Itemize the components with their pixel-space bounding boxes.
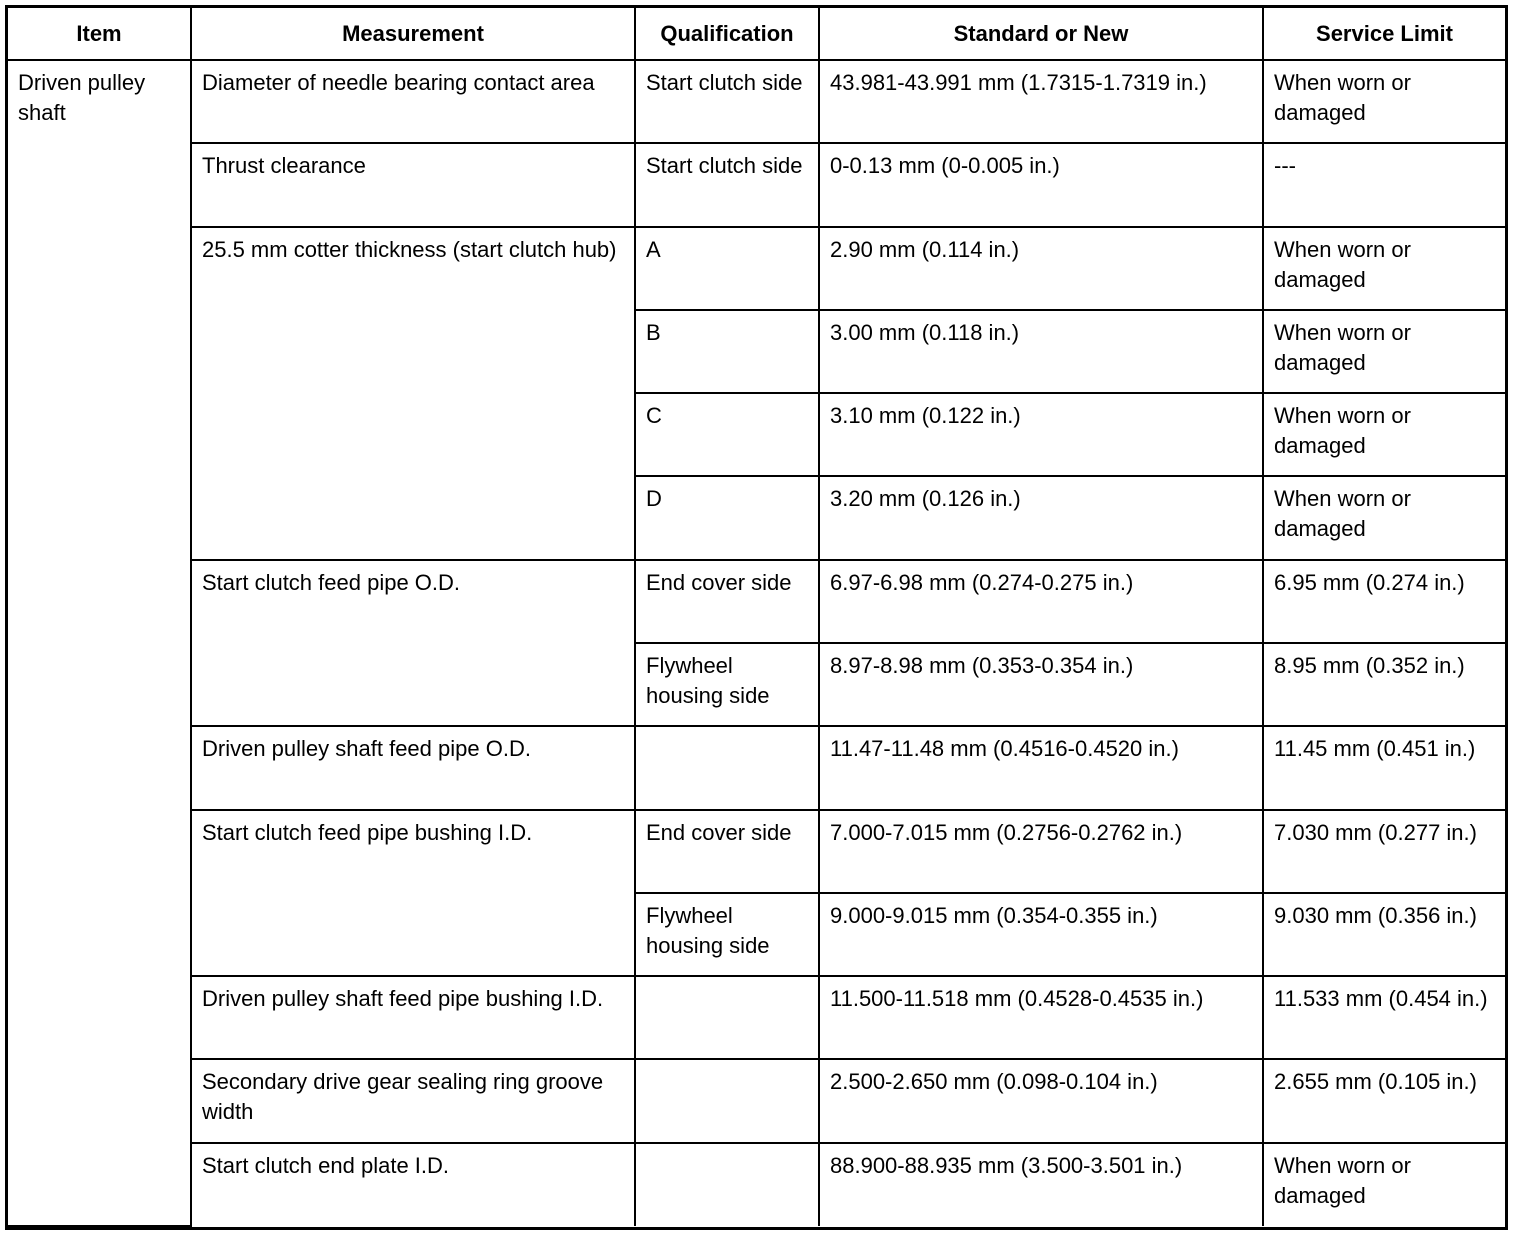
table-row [8, 227, 1505, 310]
standard-cell: 6.97-6.98 mm (0.274-0.275 in.) [819, 560, 1263, 643]
qualification-cell: End cover side [635, 810, 819, 893]
qualification-cell: A [635, 227, 819, 310]
table-row [8, 560, 1505, 643]
item-cell: Driven pulley shaft [8, 60, 191, 1226]
qualification-cell: Flywheel housing side [635, 643, 819, 726]
spec-sheet [5, 5, 1508, 1230]
table-row [8, 60, 1505, 143]
standard-cell: 2.500-2.650 mm (0.098-0.104 in.) [819, 1059, 1263, 1142]
header-standard: Standard or New [819, 8, 1263, 60]
table-row [8, 1143, 1505, 1226]
standard-cell: 88.900-88.935 mm (3.500-3.501 in.) [819, 1143, 1263, 1226]
table-row [8, 143, 1505, 226]
measurement-cell: Secondary drive gear sealing ring groove width [191, 1059, 635, 1142]
measurement-cell: Thrust clearance [191, 143, 635, 226]
header-item: Item [8, 8, 191, 60]
specifications-table [8, 8, 1505, 1227]
header-service-limit: Service Limit [1263, 8, 1505, 60]
measurement-cell: Diameter of needle bearing contact area [191, 60, 635, 143]
service-limit-cell: When worn or damaged [1263, 310, 1505, 393]
standard-cell: 9.000-9.015 mm (0.354-0.355 in.) [819, 893, 1263, 976]
table-row [8, 726, 1505, 809]
standard-cell: 2.90 mm (0.114 in.) [819, 227, 1263, 310]
table-row [8, 976, 1505, 1059]
qualification-cell: Start clutch side [635, 143, 819, 226]
standard-cell: 7.000-7.015 mm (0.2756-0.2762 in.) [819, 810, 1263, 893]
service-limit-cell: 11.45 mm (0.451 in.) [1263, 726, 1505, 809]
header-row [8, 8, 1505, 60]
service-limit-cell: 9.030 mm (0.356 in.) [1263, 893, 1505, 976]
measurement-cell: Driven pulley shaft feed pipe bushing I.D. [191, 976, 635, 1059]
qualification-cell: Start clutch side [635, 60, 819, 143]
service-limit-cell: 7.030 mm (0.277 in.) [1263, 810, 1505, 893]
standard-cell: 3.10 mm (0.122 in.) [819, 393, 1263, 476]
standard-cell: 11.47-11.48 mm (0.4516-0.4520 in.) [819, 726, 1263, 809]
standard-cell: 43.981-43.991 mm (1.7315-1.7319 in.) [819, 60, 1263, 143]
service-limit-cell: When worn or damaged [1263, 227, 1505, 310]
standard-cell: 3.20 mm (0.126 in.) [819, 476, 1263, 559]
measurement-cell: Start clutch feed pipe O.D. [191, 560, 635, 727]
qualification-cell: C [635, 393, 819, 476]
service-limit-cell: 2.655 mm (0.105 in.) [1263, 1059, 1505, 1142]
qualification-cell [635, 976, 819, 1059]
qualification-cell: B [635, 310, 819, 393]
service-limit-cell: When worn or damaged [1263, 393, 1505, 476]
qualification-cell: End cover side [635, 560, 819, 643]
measurement-cell: Start clutch end plate I.D. [191, 1143, 635, 1226]
standard-cell: 0-0.13 mm (0-0.005 in.) [819, 143, 1263, 226]
qualification-cell [635, 726, 819, 809]
service-limit-cell: 6.95 mm (0.274 in.) [1263, 560, 1505, 643]
standard-cell: 3.00 mm (0.118 in.) [819, 310, 1263, 393]
measurement-cell: 25.5 mm cotter thickness (start clutch hub) [191, 227, 635, 560]
qualification-cell [635, 1143, 819, 1226]
header-qualification: Qualification [635, 8, 819, 60]
service-limit-cell: 11.533 mm (0.454 in.) [1263, 976, 1505, 1059]
service-limit-cell: 8.95 mm (0.352 in.) [1263, 643, 1505, 726]
qualification-cell: Flywheel housing side [635, 893, 819, 976]
service-limit-cell: When worn or damaged [1263, 476, 1505, 559]
qualification-cell: D [635, 476, 819, 559]
measurement-cell: Driven pulley shaft feed pipe O.D. [191, 726, 635, 809]
table-row [8, 810, 1505, 893]
measurement-cell: Start clutch feed pipe bushing I.D. [191, 810, 635, 977]
standard-cell: 11.500-11.518 mm (0.4528-0.4535 in.) [819, 976, 1263, 1059]
service-limit-cell: When worn or damaged [1263, 1143, 1505, 1226]
service-limit-cell: When worn or damaged [1263, 60, 1505, 143]
standard-cell: 8.97-8.98 mm (0.353-0.354 in.) [819, 643, 1263, 726]
table-row [8, 1059, 1505, 1142]
service-limit-cell: --- [1263, 143, 1505, 226]
qualification-cell [635, 1059, 819, 1142]
header-measurement: Measurement [191, 8, 635, 60]
